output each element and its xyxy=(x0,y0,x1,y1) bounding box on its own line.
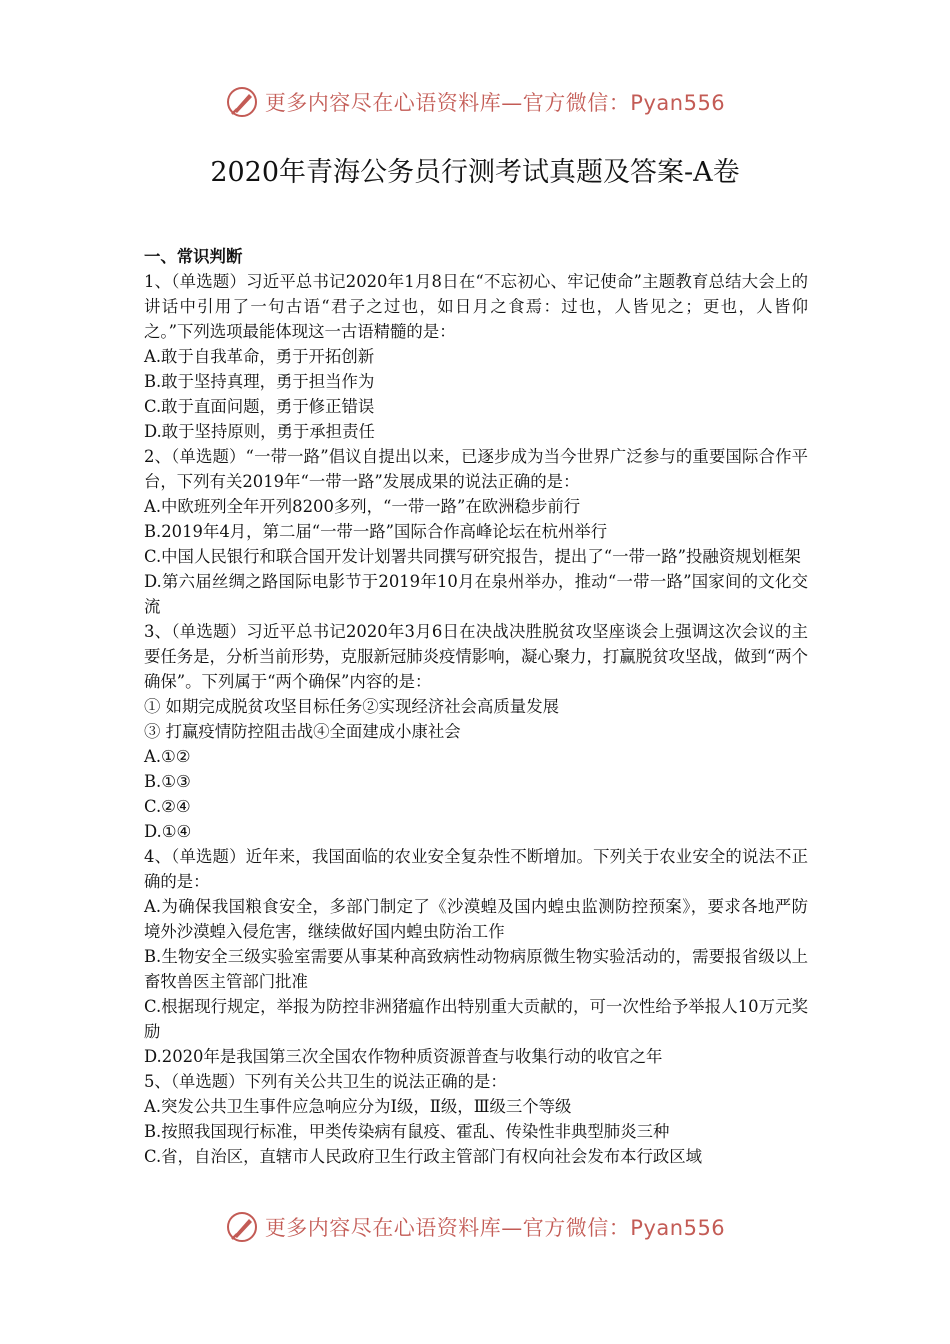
answer-option: C.省，自治区，直辖市人民政府卫生行政主管部门有权向社会发布本行政区域 xyxy=(144,1147,703,1166)
question-stem: 5、（单选题）下列有关公共卫生的说法正确的是： xyxy=(144,1072,507,1091)
answer-option: A.突发公共卫生事件应急响应分为Ⅰ级，Ⅱ级，Ⅲ级三个等级 xyxy=(144,1097,572,1116)
answer-option: D.第六届丝绸之路国际电影节于2019年10月在泉州举办，推动“一带一路”国家间的文化交流 xyxy=(144,572,808,616)
answer-option: A.①② xyxy=(144,747,191,766)
footer-banner xyxy=(0,1205,950,1249)
question-stem: 4、（单选题）近年来，我国面临的农业安全复杂性不断增加。下列关于农业安全的说法不正确的是： xyxy=(144,847,808,891)
answer-option: D.2020年是我国第三次全国农作物种质资源普查与收集行动的收官之年 xyxy=(144,1047,663,1066)
quill-logo-icon xyxy=(225,1210,259,1244)
answer-option: B.按照我国现行标准，甲类传染病有鼠疫、霍乱、传染性非典型肺炎三种 xyxy=(144,1122,670,1141)
question-stem: 1、（单选题）习近平总书记2020年1月8日在“不忘初心、牢记使命”主题教育总结大会上的讲话中引用了一句古语“君子之过也，如日月之食焉：过也，人皆见之；更也，人皆仰之。”下列选项最能体现这一古语精髓的是： xyxy=(144,272,808,341)
answer-option: B.2019年4月，第二届“一带一路”国际合作高峰论坛在杭州举行 xyxy=(144,522,608,541)
answer-option: C.中国人民银行和联合国开发计划署共同撰写研究报告，提出了“一带一路”投融资规划框架 xyxy=(144,547,801,566)
answer-option: A.敢于自我革命，勇于开拓创新 xyxy=(144,347,375,366)
answer-option: D.①④ xyxy=(144,822,192,841)
quill-logo-icon xyxy=(225,85,259,119)
answer-option: C.敢于直面问题，勇于修正错误 xyxy=(144,397,375,416)
header-banner xyxy=(0,80,950,124)
banner-text: 更多内容尽在心语资料库—官方微信：Pyan556 xyxy=(264,91,726,115)
document-body xyxy=(144,244,808,1169)
answer-option: B.生物安全三级实验室需要从事某种高致病性动物病原微生物实验活动的，需要报省级以上畜牧兽医主管部门批准 xyxy=(144,947,808,991)
answer-option: D.敢于坚持原则，勇于承担责任 xyxy=(144,422,375,441)
answer-option: B.①③ xyxy=(144,772,191,791)
question-stem: 2、（单选题）“一带一路”倡议自提出以来，已逐步成为当今世界广泛参与的重要国际合作平台，下列有关2019年“一带一路”发展成果的说法正确的是： xyxy=(144,447,808,491)
answer-option: B.敢于坚持真理，勇于担当作为 xyxy=(144,372,375,391)
answer-option: A.为确保我国粮食安全，多部门制定了《沙漠蝗及国内蝗虫监测防控预案》，要求各地严防境外沙漠蝗入侵危害，继续做好国内蝗虫防治工作 xyxy=(144,897,808,941)
document-title: 2020年青海公务员行测考试真题及答案-A卷 xyxy=(210,157,740,188)
answer-option: C.根据现行规定，举报为防控非洲猪瘟作出特别重大贡献的，可一次性给予举报人10万元奖励 xyxy=(144,997,808,1041)
banner-text: 更多内容尽在心语资料库—官方微信：Pyan556 xyxy=(264,1216,726,1240)
section-heading: 一、常识判断 xyxy=(144,247,243,266)
question-item: ① 如期完成脱贫攻坚目标任务②实现经济社会高质量发展 xyxy=(144,697,559,716)
question-stem: 3、（单选题）习近平总书记2020年3月6日在决战决胜脱贫攻坚座谈会上强调这次会议的主要任务是，分析当前形势，克服新冠肺炎疫情影响，凝心聚力，打赢脱贫攻坚战，做到“两个确保”。下列属于“两个确保”内容的是： xyxy=(144,622,809,691)
answer-option: A.中欧班列全年开列8200多列，“一带一路”在欧洲稳步前行 xyxy=(144,497,581,516)
answer-option: C.②④ xyxy=(144,797,191,816)
question-item: ③ 打赢疫情防控阻击战④全面建成小康社会 xyxy=(144,722,461,741)
